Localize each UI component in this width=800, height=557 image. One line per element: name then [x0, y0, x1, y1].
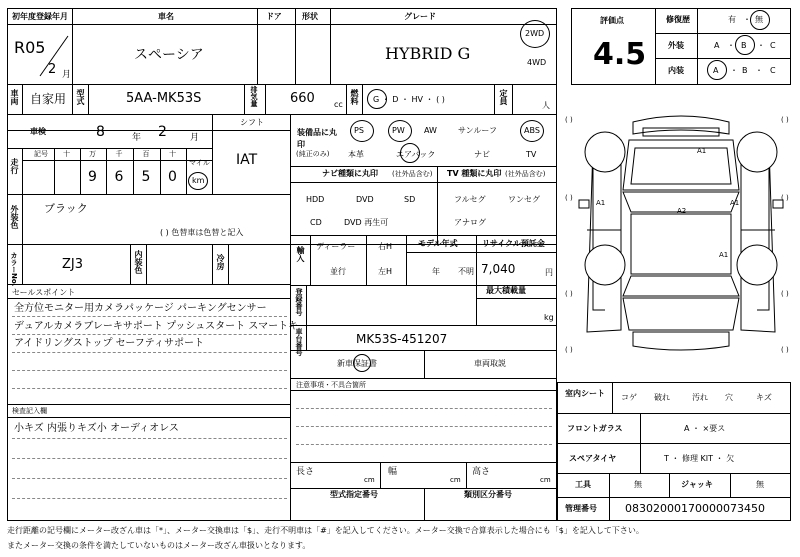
- length-label: 長さ: [296, 467, 315, 477]
- grade-value: HYBRID G: [385, 44, 471, 63]
- int-color-label: 内装色: [134, 250, 143, 274]
- max-load-unit: kg: [544, 313, 554, 322]
- mileage-header: 千: [115, 150, 123, 158]
- equipment-label: 装備品に丸印: [297, 128, 337, 149]
- shift-label: シフト: [240, 118, 264, 127]
- type-value: 5AA-MK53S: [126, 91, 202, 106]
- equipment-option: AW: [424, 126, 437, 135]
- navi-label: ナビ種類に丸印: [322, 169, 378, 178]
- dot-sep-2: ・: [727, 41, 735, 50]
- car-damage-diagram: [563, 100, 800, 375]
- mark-a1-right: A1: [730, 199, 740, 207]
- mileage-header: 百: [142, 150, 150, 158]
- recycle-value: 7,040: [481, 262, 516, 276]
- mark-a1-rear: A1: [719, 251, 729, 259]
- tv-option: ワンセグ: [508, 195, 540, 204]
- chassis-label: 車台番号: [295, 328, 303, 356]
- navi-option: HDD: [306, 195, 325, 204]
- repair-label: 修復歴: [666, 15, 690, 24]
- inspection-month: 2: [158, 124, 167, 140]
- length-unit: cm: [364, 476, 375, 484]
- color-value: ブラック: [44, 202, 88, 215]
- capacity-label: 定員: [499, 89, 508, 105]
- navi-option: CD: [310, 218, 322, 227]
- height-label: 高さ: [472, 467, 491, 477]
- inspector-text: 小キズ 内張りキズ小 オーディオレス: [14, 423, 179, 434]
- model-year-unit: 年: [432, 267, 440, 276]
- windshield-label: フロントガラス: [567, 424, 623, 433]
- mileage-header: 十: [169, 150, 176, 158]
- navi-option: DVD: [356, 195, 374, 204]
- cc-value: 660: [290, 91, 315, 106]
- mileage-digit: 6: [114, 169, 124, 185]
- first-reg-label: 初年度登録年月: [12, 12, 68, 21]
- height-unit: cm: [540, 476, 551, 484]
- dot-sep-1: ・: [743, 15, 751, 24]
- int-b: B: [742, 66, 748, 75]
- equipment-option: エアバック: [396, 150, 436, 159]
- interior-option: 穴: [725, 393, 733, 402]
- interior-option: キズ: [756, 393, 772, 402]
- manual-label: 車両取説: [474, 359, 506, 368]
- bracket-b2: ( ): [781, 346, 789, 354]
- score-value: 4.5: [593, 37, 647, 72]
- navi-option: SD: [404, 195, 416, 204]
- equipment-option: PS: [354, 126, 364, 135]
- jack-label: ジャッキ: [681, 480, 713, 489]
- class-cert-label: 類別区分番号: [464, 490, 512, 499]
- dot-sep-4: ・: [730, 66, 738, 75]
- mileage-header: 十: [63, 150, 70, 158]
- car-name-label: 車名: [158, 12, 174, 21]
- import-dealer: ディーラー: [316, 242, 356, 251]
- int-c: C: [770, 66, 776, 75]
- score-label: 評価点: [600, 16, 624, 25]
- equipment-note: (純正のみ): [296, 150, 330, 158]
- ext-b: B: [741, 41, 747, 50]
- inspection-month-unit: 月: [190, 133, 200, 143]
- spare-label: スペアタイヤ: [569, 454, 617, 463]
- warranty-label: 新車保証書: [337, 359, 377, 368]
- inspection-year-unit: 年: [132, 133, 142, 143]
- tv-small: (社外品含む): [505, 170, 546, 178]
- ext-a: A: [714, 41, 720, 50]
- cc-label: 排気量: [250, 86, 258, 107]
- import-right: 右H: [378, 242, 393, 251]
- sales-line-3: アイドリングストップ セーフティサポート: [14, 338, 204, 349]
- tools-value: 無: [634, 480, 642, 489]
- reg-month: 2: [48, 62, 57, 77]
- use-value: 自家用: [30, 92, 67, 106]
- repair-no: 無: [755, 15, 763, 24]
- door-label: ドア: [266, 12, 282, 21]
- fuel-label: 燃料: [350, 89, 359, 105]
- cc-unit: cc: [334, 100, 343, 109]
- interior-option: 破れ: [654, 393, 670, 402]
- color-label: 外装色: [10, 205, 19, 229]
- equipment-option: ABS: [524, 126, 540, 135]
- tv-option: フルセグ: [454, 195, 486, 204]
- mark-a1-front: A1: [697, 147, 707, 155]
- mileage-header: 記号: [34, 150, 48, 158]
- equipment-option: サンルーフ: [458, 126, 497, 135]
- reg-era: R05: [14, 38, 46, 57]
- km-label: km: [192, 176, 205, 185]
- reg-no-label: 登録番号: [295, 288, 303, 316]
- import-parallel: 並行: [330, 267, 346, 276]
- ext-label: 外装: [668, 41, 684, 50]
- inspector-label: 検査記入欄: [12, 407, 47, 415]
- sales-label: セールスポイント: [12, 288, 76, 297]
- tools-label: 工具: [575, 480, 591, 489]
- navi-option: DVD 再生可: [344, 218, 389, 227]
- import-left: 左H: [378, 267, 393, 276]
- ext-c: C: [770, 41, 776, 50]
- bracket-mr: ( ): [781, 194, 789, 202]
- sales-line-1: 全方位モニター用カメラパッケージ パーキングセンサー: [14, 303, 267, 314]
- recycle-label: リサイクル預託金: [482, 239, 545, 248]
- model-year-value: 不明: [458, 267, 474, 276]
- int-a: A: [713, 66, 719, 75]
- spare-value: T ・ 修理 KIT ・ 欠: [664, 454, 735, 463]
- tv-label: TV 種類に丸印: [447, 169, 502, 178]
- car-name-value: スペーシア: [134, 47, 204, 63]
- mile-label: マイル: [189, 159, 210, 167]
- mileage-digit: 9: [88, 169, 97, 185]
- bracket-bl: ( ): [565, 290, 573, 298]
- width-unit: cm: [450, 476, 461, 484]
- model-year-label: モデル年式: [418, 239, 458, 248]
- mileage-digit: 5: [141, 169, 151, 185]
- sales-line-2: デュアルカメラブレーキサポート プッシュスタート スマートキ: [14, 321, 299, 332]
- color-code-label: カラーNo.: [10, 252, 18, 287]
- bracket-tl: ( ): [565, 116, 573, 124]
- drive-4wd: 4WD: [527, 58, 547, 67]
- shift-value: IAT: [236, 152, 258, 168]
- shape-label: 形状: [302, 12, 318, 21]
- bracket-br: ( ): [781, 290, 789, 298]
- chassis-value: MK53S-451207: [356, 332, 448, 346]
- equipment-option: PW: [392, 126, 405, 135]
- bracket-b1: ( ): [565, 346, 573, 354]
- dot-sep-5: ・: [755, 66, 763, 75]
- repair-yes: 有: [728, 15, 736, 24]
- jack-value: 無: [756, 480, 764, 489]
- windshield-value: A ・ ×要ス: [684, 424, 726, 433]
- footer-line-2: またメーター交換の条件を満たしていないものはメーター改ざん車扱いとなります。: [7, 541, 311, 550]
- navi-small: (社外品含む): [392, 170, 433, 178]
- ac-label: 冷房: [216, 254, 225, 270]
- width-label: 幅: [388, 467, 398, 477]
- mgmt-label: 管理番号: [565, 504, 597, 513]
- max-load-label: 最大積載量: [486, 286, 526, 295]
- tv-option: アナログ: [454, 218, 486, 227]
- bracket-tr: ( ): [781, 116, 789, 124]
- capacity-unit: 人: [542, 101, 550, 110]
- bracket-ml: ( ): [565, 194, 573, 202]
- inspection-label: 車検: [30, 127, 46, 136]
- mark-a2-roof: A2: [677, 207, 687, 215]
- equipment-option: TV: [526, 150, 537, 159]
- color-note: ( ) 色替車は色替と記入: [160, 228, 244, 237]
- mgmt-value: 08302000170000073450: [625, 502, 765, 515]
- use-label: 車両: [10, 89, 19, 105]
- mileage-header: 万: [89, 150, 96, 158]
- grade-label: グレード: [404, 12, 436, 21]
- caution-label: 注意事項・不具合箇所: [296, 381, 366, 389]
- mileage-digit: 0: [168, 169, 177, 185]
- fuel-options: G ・ D ・ HV ・ ( ): [373, 95, 445, 104]
- interior-option: コゲ: [621, 393, 637, 402]
- import-label: 輸入: [296, 246, 305, 262]
- recycle-unit: 円: [545, 268, 553, 277]
- int-label: 内装: [668, 66, 684, 75]
- type-cert-label: 型式指定番号: [330, 490, 378, 499]
- dot-sep-3: ・: [757, 41, 765, 50]
- reg-month-unit: 月: [62, 70, 72, 80]
- mileage-label: 走行: [10, 158, 19, 174]
- condition-table: [557, 382, 791, 521]
- drive-2wd: 2WD: [525, 29, 545, 38]
- type-label: 型式: [76, 89, 85, 105]
- equipment-option: 本革: [348, 150, 364, 159]
- footer-line-1: 走行距離の記号欄にメーター改ざん車は「*」、メーター交換車は「$」、走行不明車は「#」を記入してください。メーター交換で合算表示した場合にも「$」を記入して下さい。: [7, 526, 644, 535]
- mark-a1-left: A1: [596, 199, 606, 207]
- interior-option: 汚れ: [692, 393, 708, 402]
- inspection-year: 8: [96, 124, 105, 140]
- interior-label: 室内シート: [565, 389, 605, 398]
- color-code-value: ZJ3: [62, 257, 84, 272]
- equipment-option: ナビ: [474, 150, 490, 159]
